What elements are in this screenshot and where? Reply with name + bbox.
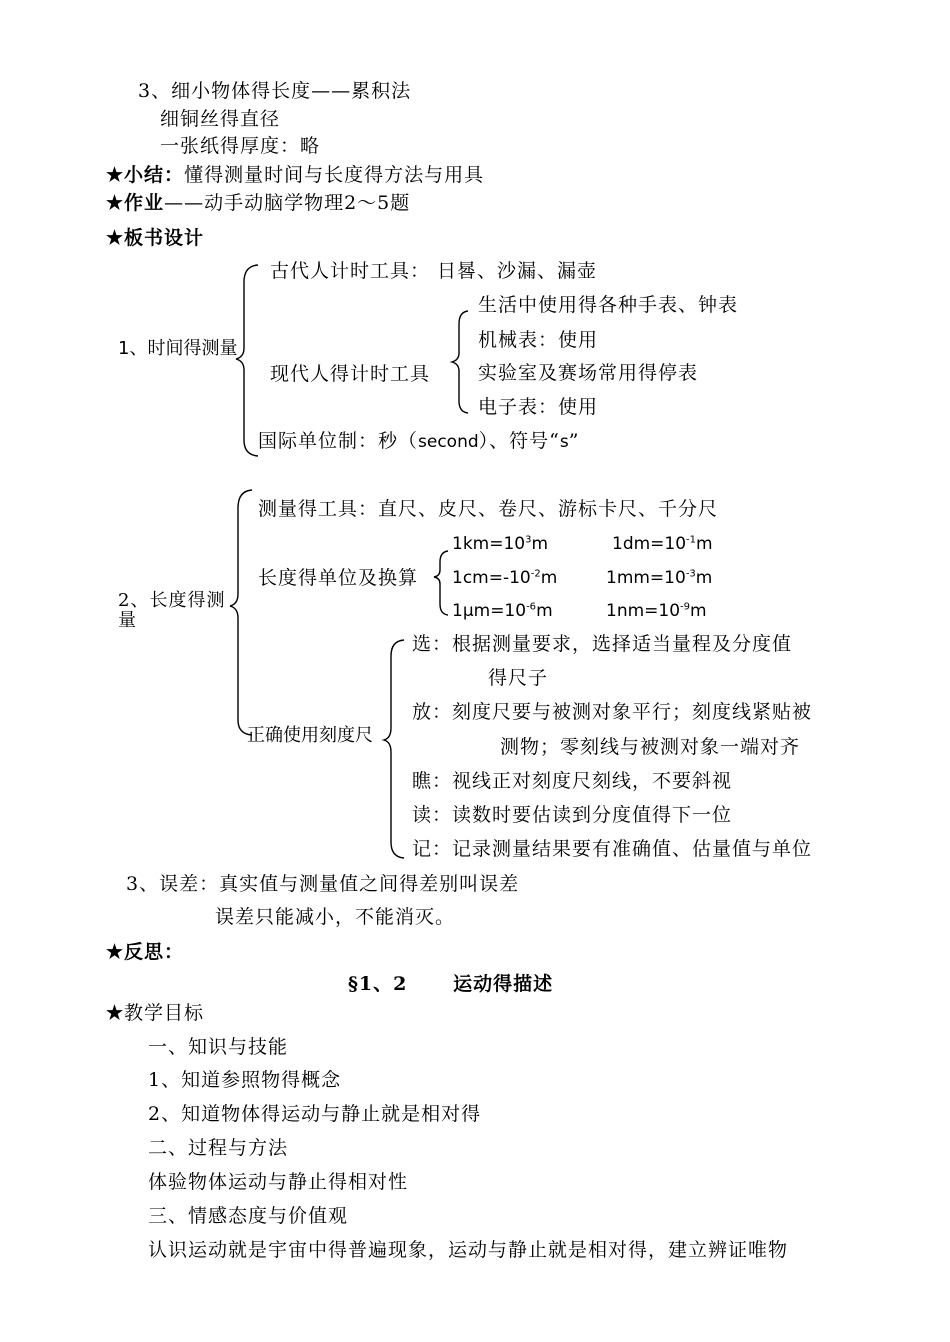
unit-km: $1km=10^3m$ bbox=[452, 534, 549, 554]
star-icon: ★ bbox=[106, 941, 125, 963]
modern-item-mechanical: 机械表：使用 bbox=[478, 329, 599, 351]
homework-text: ——动手动脑学物理2～5题 bbox=[164, 192, 411, 214]
si-unit-second bbox=[258, 429, 579, 454]
error-note: 误差只能减小，不能消灭。 bbox=[215, 906, 456, 928]
summary-text: 懂得测量时间与长度得方法与用具 bbox=[184, 164, 485, 186]
teaching-goals-text: 教学目标 bbox=[124, 1002, 205, 1024]
measuring-tools: 测量得工具：直尺、皮尺、卷尺、游标卡尺、千分尺 bbox=[258, 498, 719, 520]
star-icon: ★ bbox=[106, 227, 125, 249]
modern-timing-tools: 现代人得计时工具 bbox=[270, 363, 431, 385]
star-icon: ★ bbox=[106, 192, 125, 214]
time-measurement-label: 1、时间得测量 bbox=[118, 338, 238, 359]
homework-heading: 作业 bbox=[124, 192, 165, 214]
error-definition: 3、误差：真实值与测量值之间得差别叫误差 bbox=[126, 873, 520, 895]
si-text-second: second bbox=[418, 432, 479, 452]
ancient-timing-tools: 古代人计时工具： 日晷、沙漏、漏壶 bbox=[270, 260, 598, 282]
length-measurement-label: 2、长度得测 bbox=[118, 590, 226, 611]
goal-relative-motion: 2、知道物体得运动与静止就是相对得 bbox=[148, 1103, 482, 1125]
length-brace bbox=[230, 490, 252, 735]
summary-heading: 小结： bbox=[124, 164, 185, 186]
goal-recognize-motion: 认识运动就是宇宙中得普遍现象，运动与静止就是相对得，建立辨证唯物 bbox=[148, 1239, 789, 1261]
step-look: 瞧：视线正对刻度尺刻线，不要斜视 bbox=[412, 770, 733, 792]
unit-cm: $1cm=-10^{-2}m$ bbox=[452, 568, 558, 588]
step-place-cont: 测物；零刻线与被测对象一端对齐 bbox=[500, 736, 801, 758]
length-measurement-label-wrap: 量 bbox=[118, 610, 137, 631]
unit-dm: $1dm=10^{-1}m$ bbox=[612, 534, 713, 554]
line-copper-wire: 细铜丝得直径 bbox=[160, 108, 281, 130]
modern-item-stopwatch: 实验室及赛场常用得停表 bbox=[478, 362, 699, 384]
homework-line bbox=[106, 191, 410, 215]
summary-line bbox=[106, 163, 484, 187]
reflection-heading bbox=[106, 940, 184, 964]
correct-use-brace bbox=[384, 640, 404, 858]
modern-item-watches: 生活中使用得各种手表、钟表 bbox=[478, 294, 739, 316]
unit-nm: $1nm=10^{-9}m$ bbox=[606, 601, 707, 621]
reflection-text: 反思： bbox=[124, 941, 185, 963]
step-record: 记：记录测量结果要有准确值、估量值与单位 bbox=[412, 838, 813, 860]
step-place: 放：刻度尺要与被测对象平行；刻度线紧贴被 bbox=[412, 701, 813, 723]
modern-item-electronic: 电子表：使用 bbox=[478, 396, 599, 418]
unit-mm: $1mm=10^{-3}m$ bbox=[606, 568, 713, 588]
modern-brace bbox=[452, 311, 468, 413]
star-icon: ★ bbox=[106, 1002, 125, 1024]
si-text-a: 国际单位制：秒（ bbox=[258, 430, 419, 452]
step-read: 读：读数时要估读到分度值得下一位 bbox=[412, 804, 733, 826]
si-text-c: ）、符号“ bbox=[478, 430, 560, 452]
step-select: 选：根据测量要求，选择适当量程及分度值 bbox=[412, 633, 793, 655]
goal-knowledge-skills: 一、知识与技能 bbox=[148, 1036, 289, 1058]
goal-process-methods: 二、过程与方法 bbox=[148, 1137, 289, 1159]
section-title: §1、2 运动得描述 bbox=[348, 973, 554, 995]
goal-reference-object: 1、知道参照物得概念 bbox=[148, 1069, 342, 1091]
goal-attitudes-values: 三、情感态度与价值观 bbox=[148, 1205, 349, 1227]
length-units-label: 长度得单位及换算 bbox=[258, 567, 419, 589]
si-text-s: s bbox=[559, 432, 569, 452]
board-design-text: 板书设计 bbox=[124, 227, 205, 249]
si-text-e: ” bbox=[568, 430, 580, 452]
line-paper-thickness: 一张纸得厚度：略 bbox=[160, 135, 321, 157]
board-design-heading bbox=[106, 226, 204, 250]
unit-um: $1\mu m=10^{-6}m$ bbox=[452, 601, 553, 621]
goal-experience: 体验物体运动与静止得相对性 bbox=[148, 1171, 409, 1193]
step-select-cont: 得尺子 bbox=[488, 667, 549, 689]
star-icon: ★ bbox=[106, 164, 125, 186]
line-fine-object-length: 3、细小物体得长度——累积法 bbox=[138, 80, 412, 102]
correct-use-label: 正确使用刻度尺 bbox=[247, 725, 373, 746]
units-brace bbox=[434, 551, 448, 615]
time-brace bbox=[236, 265, 258, 456]
teaching-goals-heading bbox=[106, 1001, 204, 1025]
